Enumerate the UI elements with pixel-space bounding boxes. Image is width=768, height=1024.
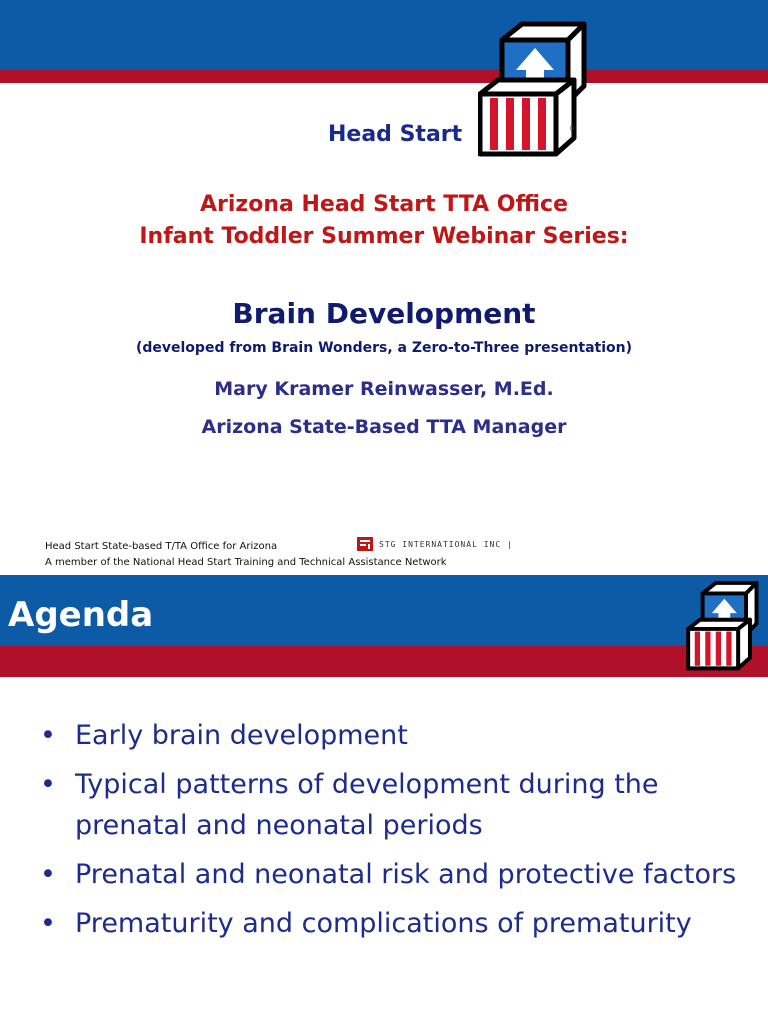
presenter-name: Mary Kramer Reinwasser, M.Ed. — [214, 378, 554, 400]
agenda-item-text: Prematurity and complications of prematurity — [75, 908, 692, 939]
list-item — [40, 764, 740, 846]
footer-network-line: A member of the National Head Start Training and Technical Assistance Network — [45, 557, 447, 568]
agenda-item-text: Prenatal and neonatal risk and protective factors — [75, 859, 737, 890]
header-band-blue — [0, 0, 768, 70]
office-title-line1: Arizona Head Start TTA Office — [199, 192, 569, 217]
agenda-list — [40, 715, 740, 952]
head-start-blocks-logo — [682, 579, 764, 671]
list-item — [40, 715, 740, 756]
office-title — [0, 189, 768, 253]
agenda-slide — [0, 575, 768, 1024]
office-title-line2: Infant Toddler Summer Webinar Series: — [139, 224, 629, 249]
presenter-role: Arizona State-Based TTA Manager — [201, 416, 567, 438]
head-start-label: Head Start — [328, 122, 463, 147]
agenda-item-text: Typical patterns of development during the prenatal and neonatal periods — [75, 769, 659, 841]
registered-mark: ® — [569, 124, 577, 133]
bullet-icon: • — [40, 720, 56, 751]
agenda-band-red — [0, 646, 768, 677]
agenda-item-text: Early brain development — [75, 720, 408, 751]
stg-logo — [357, 537, 513, 551]
head-start-blocks-logo — [478, 18, 588, 158]
stg-logo-icon — [357, 537, 373, 551]
bullet-icon: • — [40, 908, 56, 939]
presentation-subtitle: (developed from Brain Wonders, a Zero-to-Three presentation) — [135, 340, 633, 356]
stg-logo-text: STG INTERNATIONAL INC | — [379, 539, 513, 549]
presentation-title: Brain Development — [232, 297, 536, 330]
list-item — [40, 854, 740, 895]
footer-office-line: Head Start State-based T/TA Office for Arizona — [45, 541, 278, 552]
bullet-icon: • — [40, 859, 56, 890]
agenda-title: Agenda — [8, 595, 154, 635]
header-band-red — [0, 70, 768, 83]
list-item — [40, 903, 740, 944]
bullet-icon: • — [40, 769, 56, 800]
